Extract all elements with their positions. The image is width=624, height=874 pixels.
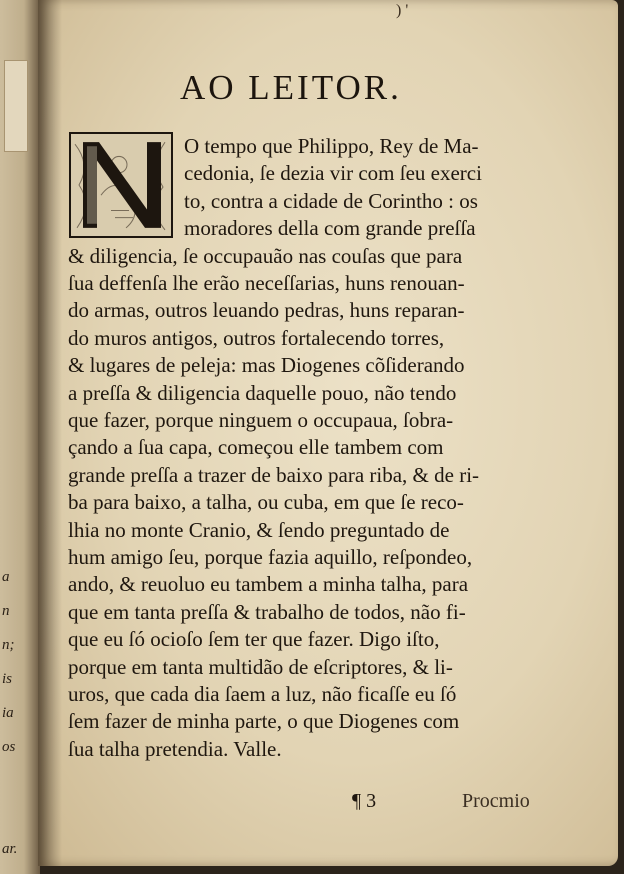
text-line: cedonia, ſe dezia vir com ſeu exerci [184, 161, 482, 186]
facing-fragment [2, 798, 32, 832]
facing-page-edge [0, 0, 40, 874]
facing-fragment: os [2, 739, 16, 755]
text-line: porque em tanta multidão de eſcriptores, & li- [68, 654, 453, 679]
top-mark: ) ' [396, 2, 409, 19]
text-line: ſua talha pretendia. Valle. [68, 736, 282, 761]
gutter-shadow [38, 0, 62, 866]
text-line: a preſſa & diligencia daquelle pouo, não tendo [68, 380, 457, 405]
text-line: que fazer, porque ninguem o occupaua, ſobra- [68, 408, 454, 432]
text-line: ſem fazer de minha parte, o que Diogenes com [68, 709, 460, 734]
text-line: hum amigo ſeu, porque fazia aquillo, reſpondeo, [68, 545, 473, 569]
paper-tab [4, 60, 28, 152]
text-line: que eu ſó ocioſo ſem ter que fazer. Digo iſto, [68, 627, 440, 652]
text-line: ando, & reuoluo eu tambem a minha talha, para [68, 572, 469, 597]
facing-fragment: a [2, 569, 10, 585]
catchword: Procmio [462, 790, 530, 812]
text-line: lhia no monte Cranio, & ſendo preguntado de [68, 517, 450, 542]
decorated-initial-n-icon [69, 132, 173, 238]
facing-page-text [2, 560, 32, 866]
text-line: uros, que cada dia ſaem a luz, não ficaſſe eu ſó [68, 682, 457, 706]
text-line: do muros antigos, outros fortalecendo torres, [68, 325, 445, 350]
facing-fragment: is [2, 671, 13, 687]
text-line: do armas, outros leuando pedras, huns reparan- [68, 298, 465, 323]
facing-fragment: ia [2, 705, 14, 721]
text-line: ba para baixo, a talha, ou cuba, em que ſe reco- [68, 490, 464, 515]
text-line: çando a ſua capa, começou elle tambem com [68, 435, 444, 460]
signature-mark: ¶ 3 [352, 790, 377, 812]
facing-fragment [2, 764, 32, 798]
facing-fragment: ar. [2, 841, 18, 857]
text-line: moradores della com grande preſſa [184, 216, 476, 241]
text-line: ſua deffenſa lhe erão neceſſarias, huns renouan- [68, 271, 465, 295]
text-line: que em tanta preſſa & trabalho de todos, não fi- [68, 599, 466, 624]
facing-fragment: n; [2, 637, 15, 653]
text-line: O tempo que Philippo, Rey de Ma- [184, 134, 479, 158]
page-title: AO LEITOR. [180, 68, 402, 107]
text-line: to, contra a cidade de Corintho : os [184, 188, 478, 213]
text-line: grande preſſa a trazer de baixo para riba, & de ri- [68, 462, 480, 487]
text-line: & diligencia, ſe occupauão nas couſas que para [68, 243, 463, 268]
text-line: & lugares de peleja: mas Diogenes cõſiderando [68, 353, 465, 378]
facing-fragment: n [2, 603, 10, 619]
